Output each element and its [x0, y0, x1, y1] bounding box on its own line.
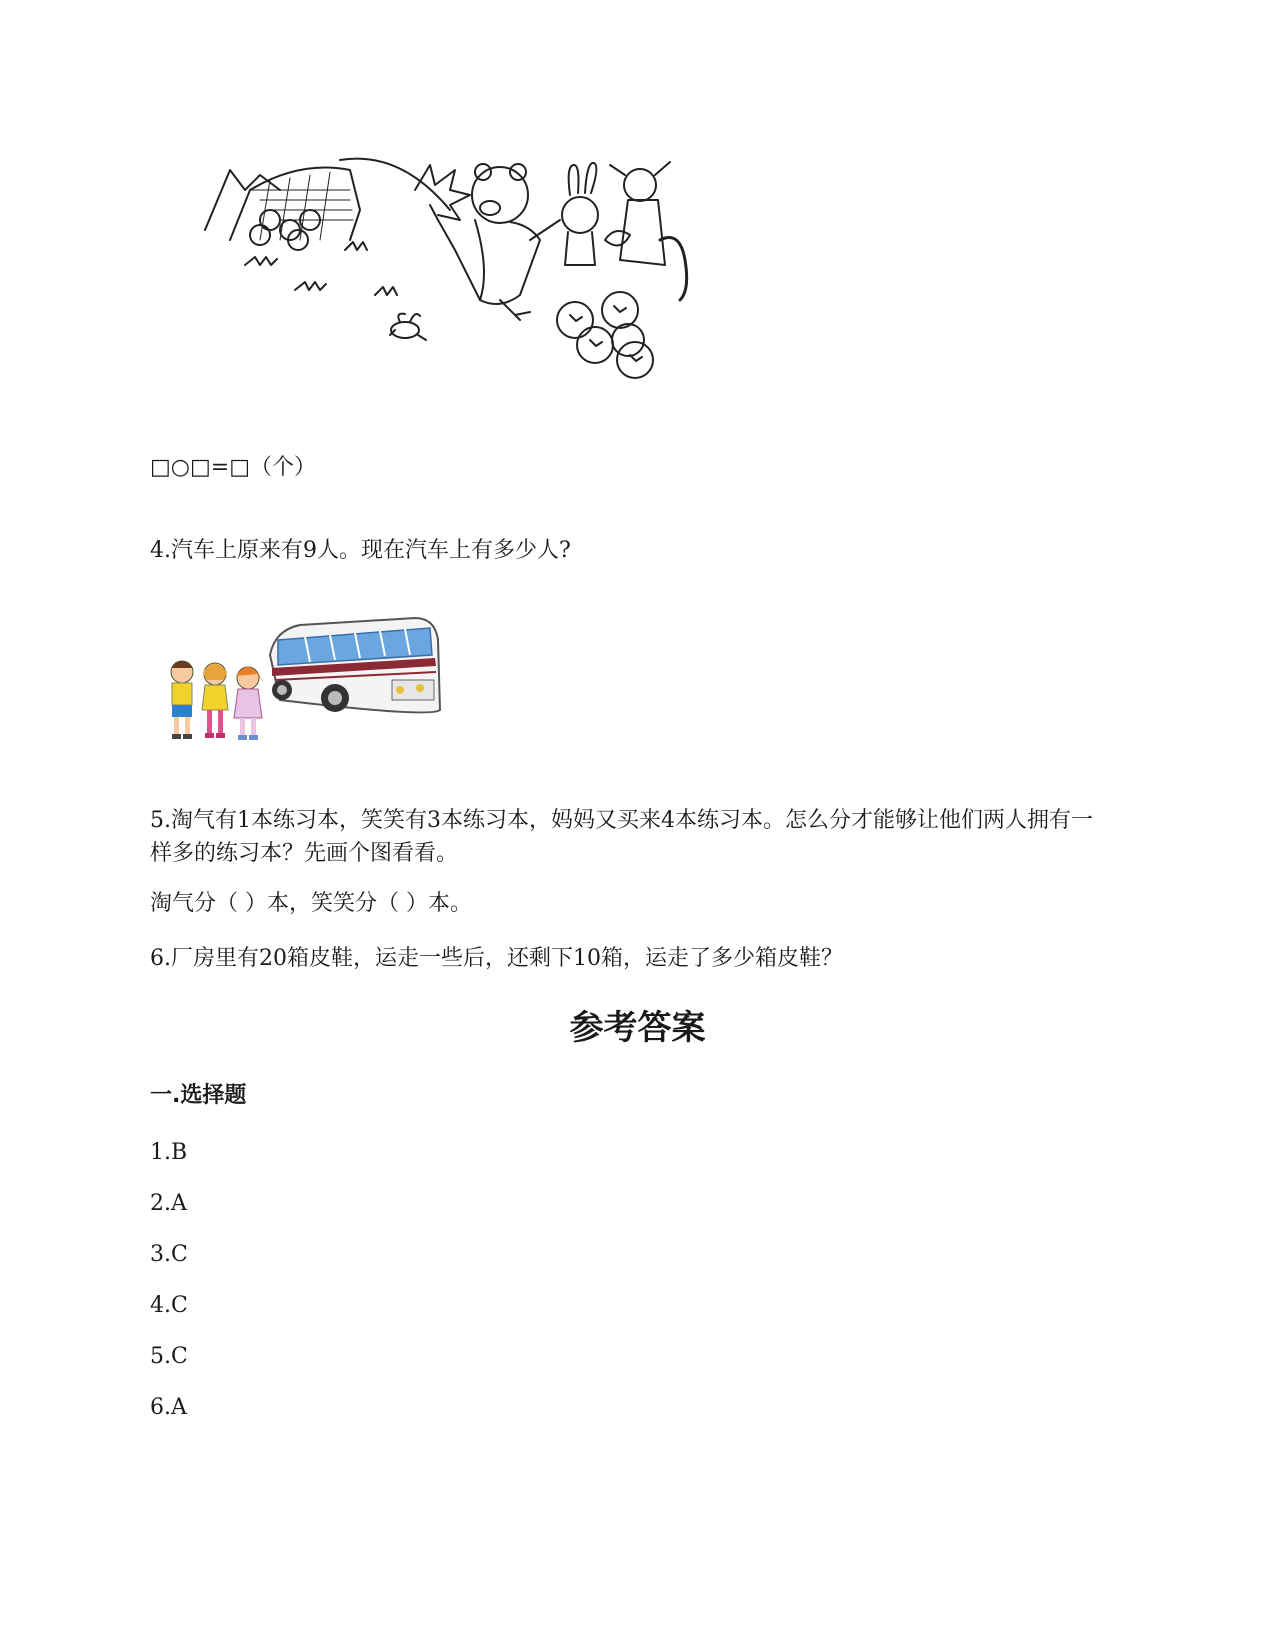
- q3-formula: □○□=□（个）: [150, 455, 316, 480]
- answer-item: 2.A: [150, 1191, 187, 1216]
- q5-question: 5.淘气有1本练习本，笑笑有3本练习本，妈妈又买来4本练习本。怎么分才能够让他们两人拥有一样多的练习本？先画个图看看。: [150, 808, 1093, 866]
- answer-item: 4.C: [150, 1293, 188, 1318]
- q4-question: 4.汽车上原来有9人。现在汽车上有多少人?: [150, 538, 571, 563]
- answers-section-heading: 一.选择题: [150, 1083, 247, 1108]
- answer-item: 1.B: [150, 1140, 188, 1165]
- soccer-scene-illustration: [200, 150, 740, 400]
- q5-fill-blank: 淘气分（ ）本，笑笑分（ ）本。: [150, 891, 472, 916]
- answer-item: 3.C: [150, 1242, 188, 1267]
- q6-question: 6.厂房里有20箱皮鞋，运走一些后，还剩下10箱，运走了多少箱皮鞋？: [150, 946, 843, 971]
- answer-item: 5.C: [150, 1344, 188, 1369]
- bus-with-children-illustration: [160, 610, 450, 760]
- answer-item: 6.A: [150, 1395, 187, 1420]
- answers-title: 参考答案: [569, 1008, 706, 1048]
